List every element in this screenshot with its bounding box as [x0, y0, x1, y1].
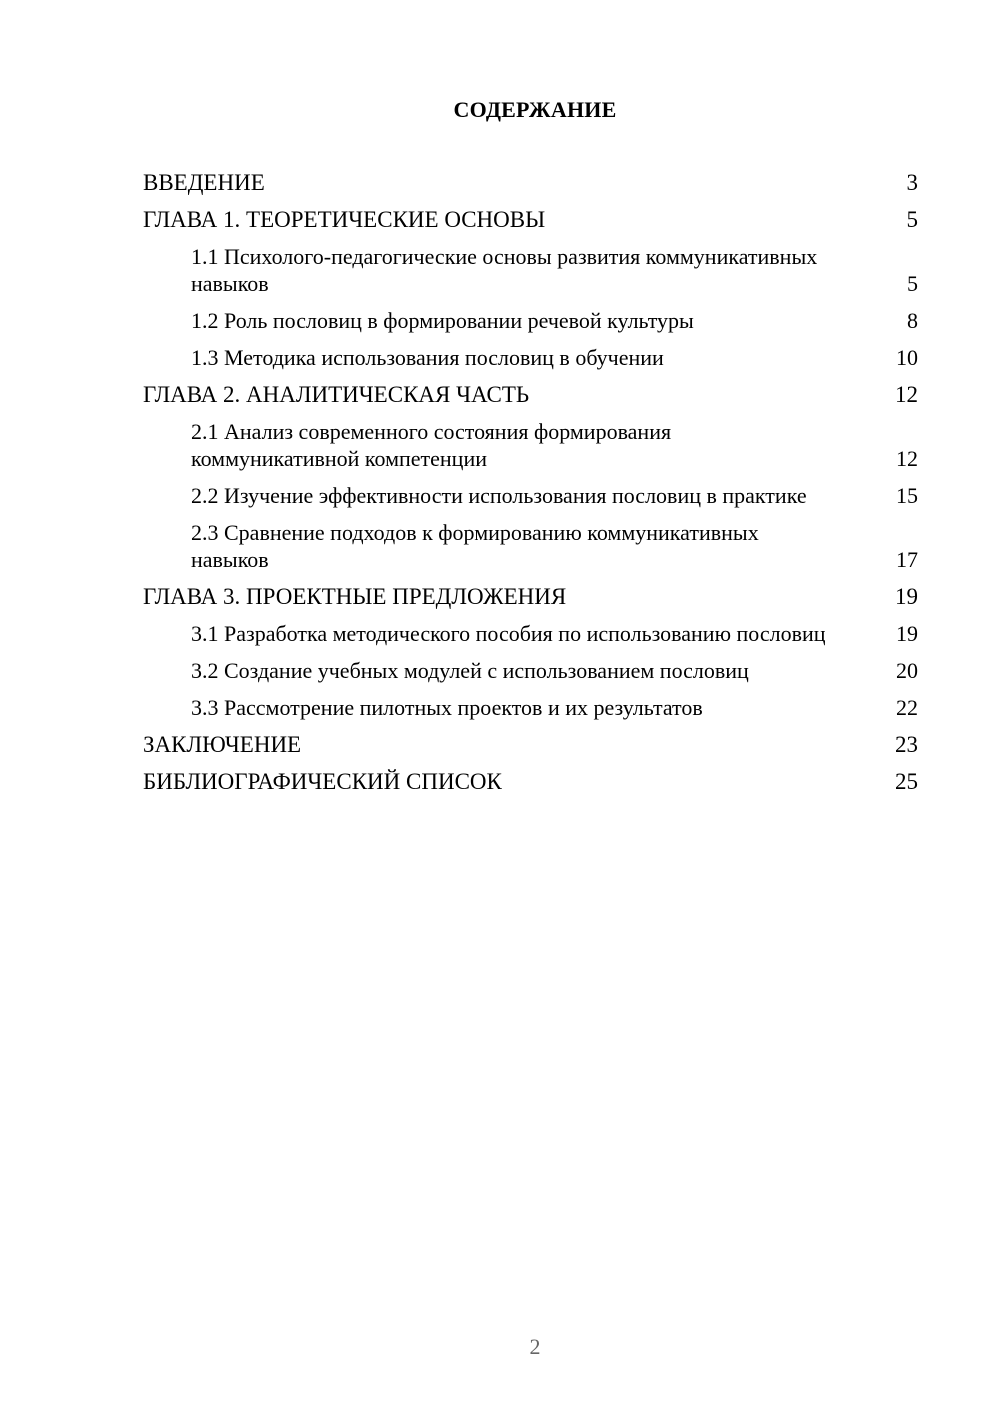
- toc-entry-page: 23: [895, 732, 918, 757]
- toc-entry-text: 3.1 Разработка методического пособия по использованию пословиц: [191, 621, 826, 646]
- toc-entry-page: 8: [907, 308, 918, 333]
- toc-entry-section-2-1[interactable]: [143, 418, 918, 472]
- toc-entry-chapter-3[interactable]: [143, 583, 918, 610]
- document-title: СОДЕРЖАНИЕ: [453, 97, 617, 122]
- toc-entry-page: 19: [895, 584, 918, 609]
- table-of-contents: [143, 169, 918, 805]
- toc-entry-text: ГЛАВА 3. ПРОЕКТНЫЕ ПРЕДЛОЖЕНИЯ: [143, 584, 567, 609]
- toc-entry-section-1-1[interactable]: [143, 243, 918, 297]
- toc-entry-page: 22: [896, 695, 918, 720]
- toc-entry-page: 5: [907, 271, 918, 296]
- toc-entry-conclusion[interactable]: [143, 731, 918, 758]
- toc-entry-chapter-1[interactable]: [143, 206, 918, 233]
- toc-entry-section-1-2[interactable]: [143, 307, 918, 334]
- toc-entry-text: 3.3 Рассмотрение пилотных проектов и их результатов: [191, 695, 703, 720]
- toc-entry-page: 25: [895, 769, 918, 794]
- toc-entry-page: 12: [896, 446, 918, 471]
- toc-entry-section-2-3[interactable]: [143, 519, 918, 573]
- toc-entry-text: ВВЕДЕНИЕ: [143, 170, 265, 195]
- toc-entry-text: 2.3 Сравнение подходов к формированию коммуникативных навыков: [191, 520, 759, 572]
- toc-entry-bibliography[interactable]: [143, 768, 918, 795]
- toc-entry-text: ГЛАВА 2. АНАЛИТИЧЕСКАЯ ЧАСТЬ: [143, 382, 530, 407]
- toc-entry-page: 3: [906, 170, 918, 195]
- toc-entry-text: БИБЛИОГРАФИЧЕСКИЙ СПИСОК: [143, 769, 502, 794]
- toc-entry-text: ГЛАВА 1. ТЕОРЕТИЧЕСКИЕ ОСНОВЫ: [143, 207, 546, 232]
- toc-entry-text: 2.2 Изучение эффективности использования пословиц в практике: [191, 483, 807, 508]
- toc-entry-section-3-3[interactable]: [143, 694, 918, 721]
- toc-entry-page: 15: [896, 483, 918, 508]
- toc-entry-introduction[interactable]: [143, 169, 918, 196]
- toc-entry-page: 20: [896, 658, 918, 683]
- toc-entry-page: 19: [896, 621, 918, 646]
- toc-entry-chapter-2[interactable]: [143, 381, 918, 408]
- page-number: 2: [529, 1334, 541, 1359]
- toc-entry-section-2-2[interactable]: [143, 482, 918, 509]
- toc-entry-page: 17: [896, 547, 918, 572]
- toc-entry-text: 3.2 Создание учебных модулей с использованием пословиц: [191, 658, 749, 683]
- toc-entry-text: 1.1 Психолого-педагогические основы развития коммуникативных навыков: [191, 244, 818, 296]
- toc-entry-section-3-1[interactable]: [143, 620, 918, 647]
- toc-entry-text: 1.3 Методика использования пословиц в обучении: [191, 345, 664, 370]
- toc-entry-text: ЗАКЛЮЧЕНИЕ: [143, 732, 302, 757]
- toc-entry-text: 1.2 Роль пословиц в формировании речевой культуры: [191, 308, 694, 333]
- toc-entry-section-1-3[interactable]: [143, 344, 918, 371]
- toc-entry-page: 12: [895, 382, 918, 407]
- toc-entry-section-3-2[interactable]: [143, 657, 918, 684]
- toc-entry-text: 2.1 Анализ современного состояния формирования коммуникативной компетенции: [191, 419, 672, 471]
- toc-entry-page: 5: [906, 207, 918, 232]
- toc-entry-page: 10: [896, 345, 918, 370]
